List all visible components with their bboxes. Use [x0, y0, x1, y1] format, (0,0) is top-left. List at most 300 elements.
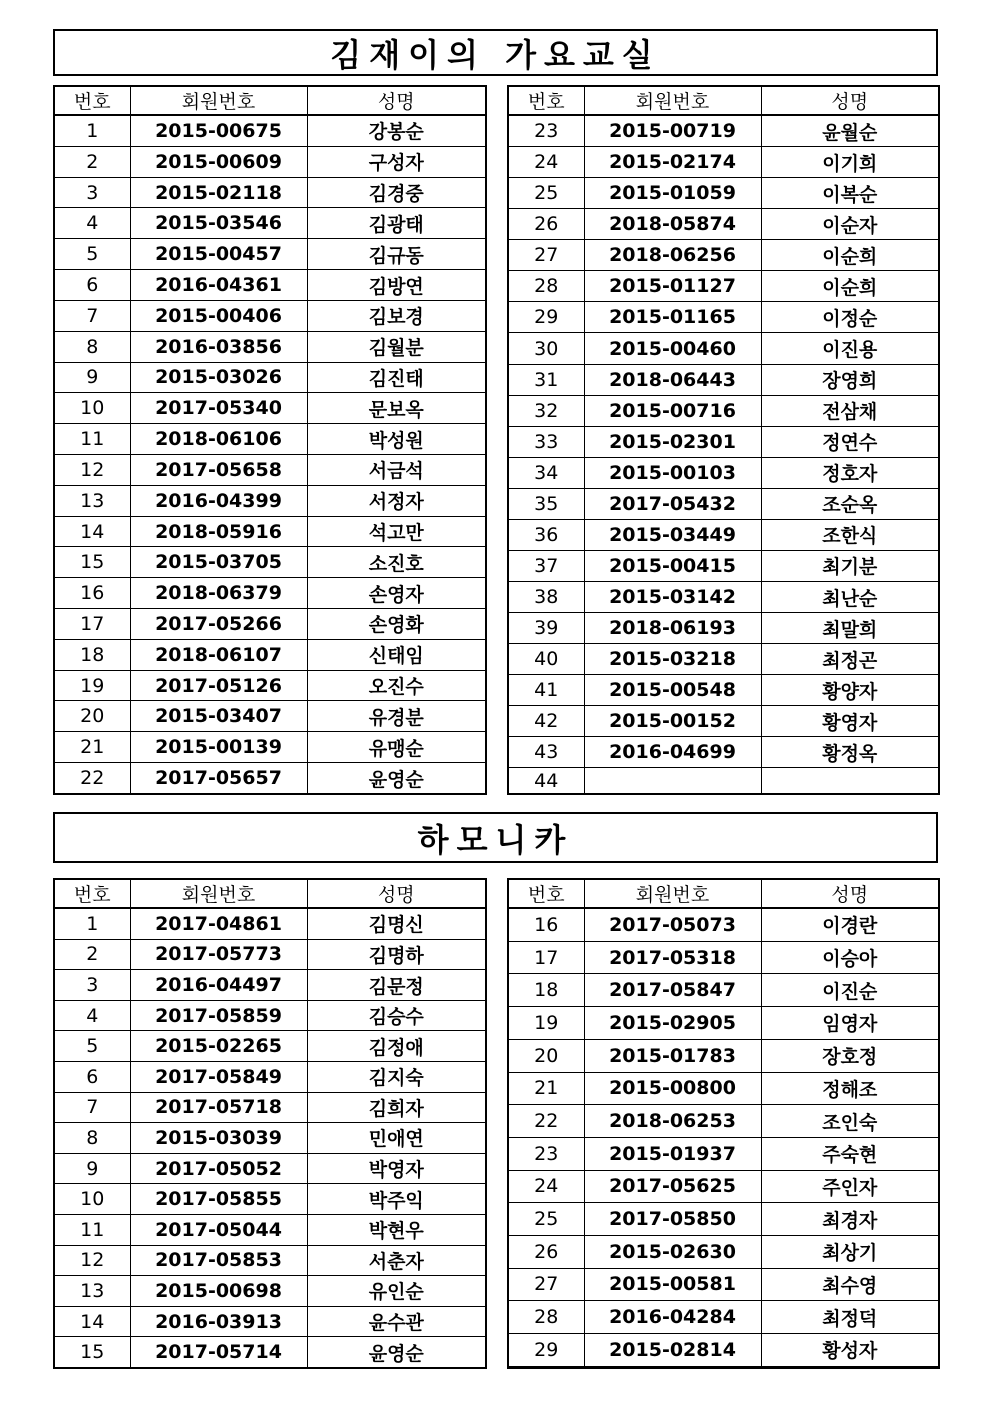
table-row	[54, 270, 486, 301]
row-number: 6	[54, 1062, 130, 1093]
table-row	[54, 1123, 486, 1154]
header-name: 성명	[307, 86, 486, 115]
row-number: 10	[54, 393, 130, 424]
table-row	[54, 1214, 486, 1245]
member-name: 박성원	[307, 424, 486, 455]
row-number: 32	[508, 395, 584, 426]
row-number: 4	[54, 1000, 130, 1031]
row-number: 21	[508, 1072, 584, 1105]
member-name: 강봉순	[307, 115, 486, 146]
member-name: 김명신	[307, 908, 486, 939]
row-number: 14	[54, 516, 130, 547]
member-id: 2017-05126	[130, 670, 307, 701]
member-id: 2015-03026	[130, 362, 307, 393]
member-id: 2018-06256	[584, 240, 761, 271]
row-number: 14	[54, 1306, 130, 1337]
member-name: 김광태	[307, 208, 486, 239]
member-id: 2017-05073	[584, 908, 761, 941]
member-name: 최정덕	[761, 1301, 939, 1334]
member-name: 최말희	[761, 613, 939, 644]
row-number: 4	[54, 208, 130, 239]
header-number: 번호	[54, 86, 130, 115]
member-name: 김승수	[307, 1000, 486, 1031]
row-number: 38	[508, 581, 584, 612]
row-number: 30	[508, 333, 584, 364]
member-name: 정연수	[761, 426, 939, 457]
roster-table-left	[53, 85, 487, 795]
table-row	[54, 1092, 486, 1123]
row-number: 39	[508, 613, 584, 644]
table-row	[54, 908, 486, 939]
member-name: 임영자	[761, 1007, 939, 1040]
section-title-harmonica: 하모니카	[53, 812, 938, 863]
member-name: 이복순	[761, 178, 939, 209]
table-row	[54, 1031, 486, 1062]
member-id: 2015-02265	[130, 1031, 307, 1062]
table-row	[508, 1170, 939, 1203]
member-id: 2017-05658	[130, 454, 307, 485]
member-id: 2015-00406	[130, 300, 307, 331]
member-name: 김명하	[307, 939, 486, 970]
table-row	[508, 550, 939, 581]
table-row	[54, 300, 486, 331]
member-name: 김방연	[307, 270, 486, 301]
row-number: 43	[508, 737, 584, 768]
table-row	[54, 362, 486, 393]
member-id: 2017-05847	[584, 974, 761, 1007]
table-row	[54, 393, 486, 424]
row-number: 2	[54, 146, 130, 177]
table-row	[508, 675, 939, 706]
member-id: 2015-03039	[130, 1123, 307, 1154]
member-id: 2015-00609	[130, 146, 307, 177]
member-name: 소진호	[307, 547, 486, 578]
roster-table-left	[53, 878, 487, 1369]
header-member-id: 회원번호	[584, 879, 761, 908]
header-name: 성명	[761, 86, 939, 115]
row-number: 44	[508, 768, 584, 794]
member-id: 2015-00415	[584, 550, 761, 581]
member-id: 2017-05859	[130, 1000, 307, 1031]
row-number: 19	[508, 1007, 584, 1040]
member-name: 김지숙	[307, 1062, 486, 1093]
row-number: 25	[508, 178, 584, 209]
table-row	[508, 1105, 939, 1138]
table-row	[508, 209, 939, 240]
table-row	[54, 732, 486, 763]
row-number: 1	[54, 908, 130, 939]
member-id: 2018-06193	[584, 613, 761, 644]
table-row	[508, 941, 939, 974]
member-id: 2018-06379	[130, 578, 307, 609]
member-id: 2017-05714	[130, 1337, 307, 1368]
member-name: 박영자	[307, 1153, 486, 1184]
member-name: 김진태	[307, 362, 486, 393]
member-id: 2015-01059	[584, 178, 761, 209]
header-member-id: 회원번호	[584, 86, 761, 115]
member-id: 2015-03449	[584, 519, 761, 550]
row-number: 27	[508, 240, 584, 271]
member-id: 2015-00103	[584, 457, 761, 488]
member-name: 최상기	[761, 1235, 939, 1268]
member-name: 황정옥	[761, 737, 939, 768]
row-number: 11	[54, 424, 130, 455]
header-member-id: 회원번호	[130, 86, 307, 115]
member-name: 최경자	[761, 1203, 939, 1236]
header-number: 번호	[54, 879, 130, 908]
table-row	[508, 644, 939, 675]
table-row	[54, 1337, 486, 1368]
row-number: 18	[508, 974, 584, 1007]
member-id: 2015-00460	[584, 333, 761, 364]
member-name: 김경중	[307, 177, 486, 208]
row-number: 16	[508, 908, 584, 941]
member-name: 손영자	[307, 578, 486, 609]
row-number: 9	[54, 362, 130, 393]
row-number: 3	[54, 177, 130, 208]
member-name: 박현우	[307, 1214, 486, 1245]
row-number: 26	[508, 209, 584, 240]
row-number: 34	[508, 457, 584, 488]
row-number: 18	[54, 639, 130, 670]
table-row	[508, 1137, 939, 1170]
member-id: 2016-04699	[584, 737, 761, 768]
member-id: 2015-01127	[584, 271, 761, 302]
member-id: 2015-00139	[130, 732, 307, 763]
member-name: 김보경	[307, 300, 486, 331]
row-number: 7	[54, 1092, 130, 1123]
member-name: 장영희	[761, 364, 939, 395]
table-row	[508, 178, 939, 209]
row-number: 19	[54, 670, 130, 701]
table-row	[508, 364, 939, 395]
row-number: 7	[54, 300, 130, 331]
member-id: 2017-05318	[584, 941, 761, 974]
row-number: 12	[54, 454, 130, 485]
member-id: 2015-00716	[584, 395, 761, 426]
row-number: 8	[54, 331, 130, 362]
table-row	[508, 908, 939, 941]
table-row	[54, 424, 486, 455]
row-number: 6	[54, 270, 130, 301]
member-id: 2018-06253	[584, 1105, 761, 1138]
member-name: 김정애	[307, 1031, 486, 1062]
member-id: 2015-01937	[584, 1137, 761, 1170]
table-row	[54, 763, 486, 794]
member-id: 2017-05625	[584, 1170, 761, 1203]
header-name: 성명	[761, 879, 939, 908]
member-name	[761, 768, 939, 794]
member-id: 2015-00800	[584, 1072, 761, 1105]
table-row	[508, 147, 939, 178]
member-id: 2016-04284	[584, 1301, 761, 1334]
table-row	[508, 1039, 939, 1072]
member-id: 2017-05773	[130, 939, 307, 970]
row-number: 26	[508, 1235, 584, 1268]
member-id: 2015-00548	[584, 675, 761, 706]
table-row	[54, 208, 486, 239]
member-name: 윤영순	[307, 1337, 486, 1368]
member-name: 이경란	[761, 908, 939, 941]
table-row	[508, 519, 939, 550]
row-number: 15	[54, 1337, 130, 1368]
member-name: 윤영순	[307, 763, 486, 794]
member-name	[761, 1366, 939, 1368]
member-name: 석고만	[307, 516, 486, 547]
member-name: 장호정	[761, 1039, 939, 1072]
member-name: 조순옥	[761, 488, 939, 519]
member-id: 2017-05849	[130, 1062, 307, 1093]
member-id: 2015-00698	[130, 1276, 307, 1307]
table-row	[508, 333, 939, 364]
table-row	[508, 115, 939, 147]
member-id: 2015-02814	[584, 1334, 761, 1367]
member-id: 2017-05044	[130, 1214, 307, 1245]
table-row	[54, 115, 486, 146]
row-number: 24	[508, 147, 584, 178]
header-name: 성명	[307, 879, 486, 908]
member-name: 이기희	[761, 147, 939, 178]
header-member-id: 회원번호	[130, 879, 307, 908]
member-name: 조인숙	[761, 1105, 939, 1138]
table-row	[54, 1306, 486, 1337]
member-id: 2015-03705	[130, 547, 307, 578]
member-id: 2015-03142	[584, 581, 761, 612]
table-row	[54, 639, 486, 670]
table-row	[508, 302, 939, 333]
member-name: 서금석	[307, 454, 486, 485]
member-id: 2017-05853	[130, 1245, 307, 1276]
member-id: 2015-02174	[584, 147, 761, 178]
table-row	[54, 1245, 486, 1276]
member-name: 민애연	[307, 1123, 486, 1154]
member-id: 2015-03546	[130, 208, 307, 239]
table-row	[54, 454, 486, 485]
member-name: 유인순	[307, 1276, 486, 1307]
member-name: 이진용	[761, 333, 939, 364]
row-number: 41	[508, 675, 584, 706]
member-id: 2015-00457	[130, 239, 307, 270]
member-name: 정호자	[761, 457, 939, 488]
member-id: 2015-02630	[584, 1235, 761, 1268]
table-row	[508, 1301, 939, 1334]
member-id: 2016-04361	[130, 270, 307, 301]
member-name: 이정순	[761, 302, 939, 333]
table-row	[508, 395, 939, 426]
member-name: 주인자	[761, 1170, 939, 1203]
table-row	[508, 1334, 939, 1367]
member-name: 최난순	[761, 581, 939, 612]
member-name: 최기분	[761, 550, 939, 581]
member-id: 2018-06443	[584, 364, 761, 395]
member-name: 서춘자	[307, 1245, 486, 1276]
member-id	[584, 768, 761, 794]
member-id: 2015-00675	[130, 115, 307, 146]
table-row	[508, 613, 939, 644]
member-name: 최정곤	[761, 644, 939, 675]
member-name: 김월분	[307, 331, 486, 362]
table-row	[54, 939, 486, 970]
member-id: 2017-05850	[584, 1203, 761, 1236]
row-number: 37	[508, 550, 584, 581]
member-name: 신태임	[307, 639, 486, 670]
table-row	[54, 485, 486, 516]
row-number: 25	[508, 1203, 584, 1236]
row-number: 29	[508, 302, 584, 333]
member-id: 2015-00719	[584, 115, 761, 147]
table-row	[508, 581, 939, 612]
member-name: 윤월순	[761, 115, 939, 147]
table-row	[508, 271, 939, 302]
member-name: 황성자	[761, 1334, 939, 1367]
member-name: 김문정	[307, 970, 486, 1001]
member-id: 2017-05718	[130, 1092, 307, 1123]
row-number: 21	[54, 732, 130, 763]
row-number: 35	[508, 488, 584, 519]
member-id: 2018-05916	[130, 516, 307, 547]
member-id: 2017-05432	[584, 488, 761, 519]
table-row	[54, 578, 486, 609]
table-row	[508, 1366, 939, 1368]
table-row	[508, 240, 939, 271]
member-id: 2017-05340	[130, 393, 307, 424]
member-id: 2018-06107	[130, 639, 307, 670]
row-number: 28	[508, 271, 584, 302]
row-number: 17	[508, 941, 584, 974]
row-number: 33	[508, 426, 584, 457]
member-id: 2015-03407	[130, 701, 307, 732]
member-id: 2016-03856	[130, 331, 307, 362]
row-number: 42	[508, 706, 584, 737]
table-row	[54, 1276, 486, 1307]
table-row	[54, 670, 486, 701]
row-number: 22	[508, 1105, 584, 1138]
row-number: 27	[508, 1268, 584, 1301]
table-row	[54, 1184, 486, 1215]
member-id: 2017-04861	[130, 908, 307, 939]
table-row	[508, 706, 939, 737]
member-name: 이순희	[761, 271, 939, 302]
member-id: 2015-02118	[130, 177, 307, 208]
row-number: 8	[54, 1123, 130, 1154]
member-name: 오진수	[307, 670, 486, 701]
member-id: 2015-01783	[584, 1039, 761, 1072]
member-name: 정해조	[761, 1072, 939, 1105]
header-number: 번호	[508, 86, 584, 115]
table-row	[508, 1235, 939, 1268]
row-number: 3	[54, 970, 130, 1001]
member-name: 조한식	[761, 519, 939, 550]
table-row	[54, 701, 486, 732]
row-number: 2	[54, 939, 130, 970]
member-id: 2016-04497	[130, 970, 307, 1001]
row-number: 12	[54, 1245, 130, 1276]
member-name: 윤수관	[307, 1306, 486, 1337]
member-name: 주숙현	[761, 1137, 939, 1170]
member-id: 2017-05052	[130, 1153, 307, 1184]
row-number: 1	[54, 115, 130, 146]
table-row	[508, 768, 939, 794]
member-name: 유맹순	[307, 732, 486, 763]
roster-table-right	[507, 878, 940, 1369]
row-number: 11	[54, 1214, 130, 1245]
member-name: 이승아	[761, 941, 939, 974]
member-name: 문보옥	[307, 393, 486, 424]
table-row	[54, 1153, 486, 1184]
member-id: 2016-03913	[130, 1306, 307, 1337]
member-name: 손영화	[307, 609, 486, 640]
table-row	[54, 1000, 486, 1031]
table-row	[508, 737, 939, 768]
table-row	[54, 1062, 486, 1093]
table-row	[508, 1203, 939, 1236]
table-row	[54, 146, 486, 177]
roster-table-right	[507, 85, 940, 795]
table-row	[54, 547, 486, 578]
row-number: 36	[508, 519, 584, 550]
member-id: 2018-05874	[584, 209, 761, 240]
member-name: 이순자	[761, 209, 939, 240]
row-number: 40	[508, 644, 584, 675]
member-name: 황양자	[761, 675, 939, 706]
row-number: 10	[54, 1184, 130, 1215]
row-number: 15	[54, 547, 130, 578]
table-row	[508, 457, 939, 488]
table-row	[54, 970, 486, 1001]
table-row	[54, 331, 486, 362]
row-number: 9	[54, 1153, 130, 1184]
member-id: 2015-00581	[584, 1268, 761, 1301]
row-number: 5	[54, 1031, 130, 1062]
row-number: 23	[508, 1137, 584, 1170]
member-id: 2015-02905	[584, 1007, 761, 1040]
row-number: 13	[54, 1276, 130, 1307]
table-row	[508, 1268, 939, 1301]
member-id	[584, 1366, 761, 1368]
section-title-singing-class: 김재이의 가요교실	[53, 29, 938, 76]
table-row	[508, 974, 939, 1007]
row-number: 31	[508, 364, 584, 395]
member-id: 2017-05657	[130, 763, 307, 794]
member-name: 최수영	[761, 1268, 939, 1301]
table-row	[508, 488, 939, 519]
member-name: 서정자	[307, 485, 486, 516]
member-id: 2015-02301	[584, 426, 761, 457]
member-id: 2016-04399	[130, 485, 307, 516]
row-number: 29	[508, 1334, 584, 1367]
member-id: 2017-05855	[130, 1184, 307, 1215]
member-id: 2018-06106	[130, 424, 307, 455]
member-name: 유경분	[307, 701, 486, 732]
row-number: 24	[508, 1170, 584, 1203]
row-number: 5	[54, 239, 130, 270]
member-name: 황영자	[761, 706, 939, 737]
row-number: 20	[54, 701, 130, 732]
row-number: 17	[54, 609, 130, 640]
header-number: 번호	[508, 879, 584, 908]
table-row	[54, 177, 486, 208]
row-number	[508, 1366, 584, 1368]
member-name: 김희자	[307, 1092, 486, 1123]
row-number: 22	[54, 763, 130, 794]
table-row	[54, 516, 486, 547]
member-name: 구성자	[307, 146, 486, 177]
row-number: 13	[54, 485, 130, 516]
table-row	[54, 609, 486, 640]
member-name: 박주익	[307, 1184, 486, 1215]
member-name: 김규동	[307, 239, 486, 270]
member-name: 이진순	[761, 974, 939, 1007]
